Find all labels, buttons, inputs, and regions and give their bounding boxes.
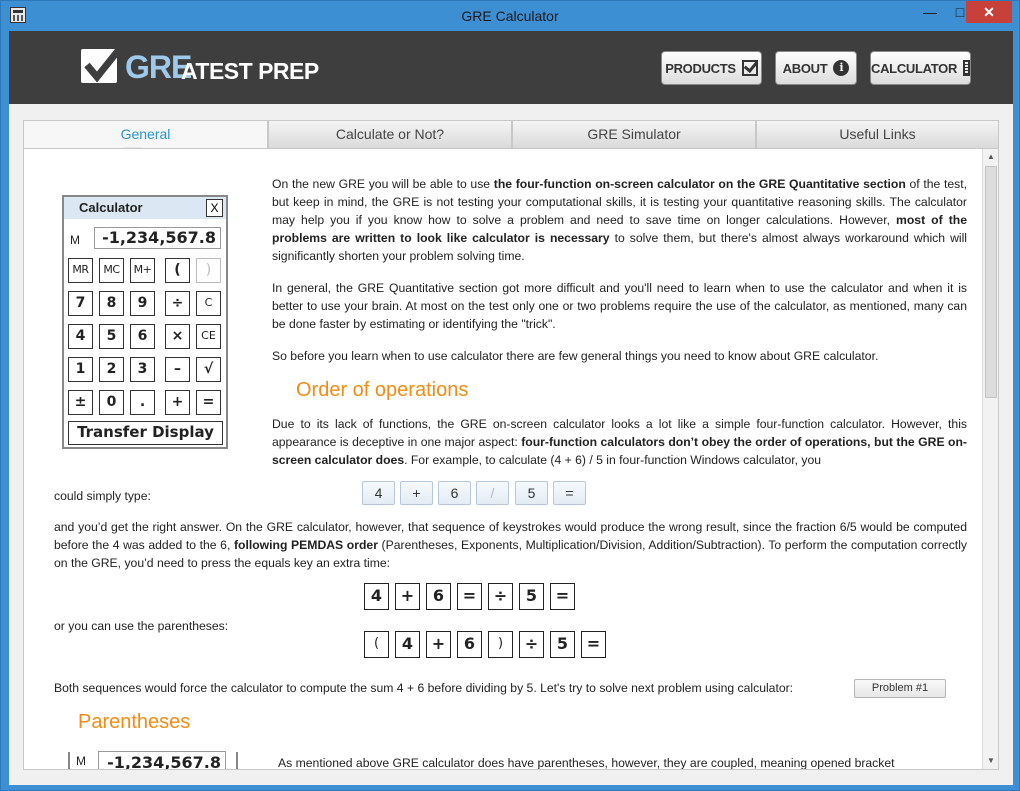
- order-text-bold: four-function calculators don’t obey the order of operations, but the GRE on-screen calculator does: [272, 435, 967, 467]
- order-text-a: Due to its lack of functions, the GRE on-screen calculator looks a lot like a simple four-function calculator. However, this appearance is deceptive in one major aspect:: [272, 417, 967, 449]
- key-plus[interactable]: +: [165, 390, 190, 415]
- info-icon: i: [833, 60, 849, 76]
- seq3-key-plus: +: [426, 631, 451, 658]
- seq3-key-divide: ÷: [519, 631, 544, 658]
- scroll-thumb[interactable]: [985, 166, 997, 398]
- seq1-key-equals: =: [553, 481, 586, 505]
- about-button[interactable]: [775, 51, 857, 85]
- pemdas-text-c: (Parentheses, Exponents, Multiplication/Division, Addition/Subtraction). To perform the computation correctly on the GRE, you’d need to press the equals key an extra time:: [54, 538, 967, 570]
- general-paragraph: In general, the GRE Quantitative section got more difficult and you'll need to learn when to use the calculator and when it is better to use your brain. At most on the test only one or two problems require the use of the calculator, as mentioned, many can be done faster by estimating or identifying the "trick".: [272, 281, 967, 331]
- scroll-down-arrow-icon[interactable]: ▼: [987, 756, 995, 765]
- calculator-close-button[interactable]: X: [206, 199, 223, 217]
- scroll-up-arrow-icon[interactable]: ▲: [987, 152, 995, 161]
- seq3-key-5: 5: [550, 631, 575, 658]
- before-you-learn-paragraph: So before you learn when to use calculator there are few general things you need to know about GRE calculator.: [272, 349, 879, 363]
- intro-text-e: to solve them, but there's almost always workaround which will significantly shorten your problem solving time.: [272, 231, 967, 263]
- key-0[interactable]: 0: [99, 390, 124, 415]
- seq3-key-6: 6: [457, 631, 482, 658]
- mini-calculator-preview: [68, 752, 238, 770]
- key-decimal[interactable]: .: [130, 390, 155, 415]
- pemdas-text-a: and you’d get the right answer. On the GRE calculator, however, that sequence of keystrokes would produce the wrong result, since the fraction 6/5 would be computed before the 4 was added to the 6,: [54, 520, 967, 552]
- intro-text-bold-a: the four-function on-screen calculator on the GRE Quantitative section: [493, 177, 906, 191]
- intro-paragraph: [272, 175, 967, 265]
- key-plus-minus[interactable]: ±: [68, 390, 93, 415]
- transfer-display-button[interactable]: Transfer Display: [68, 421, 223, 445]
- site-header: [9, 31, 1013, 104]
- seq2-key-4: 4: [364, 583, 389, 610]
- key-clear-entry[interactable]: CE: [196, 324, 221, 349]
- parentheses-heading: Parentheses: [78, 711, 191, 733]
- key-divide[interactable]: ÷: [165, 291, 190, 316]
- order-paragraph: [272, 415, 967, 469]
- key-6[interactable]: 6: [130, 324, 155, 349]
- minimize-button[interactable]: —: [923, 4, 937, 20]
- tab-gre-simulator[interactable]: GRE Simulator: [512, 120, 756, 148]
- could-type-label: could simply type:: [54, 489, 151, 503]
- maximize-button[interactable]: □: [955, 4, 965, 20]
- key-mr[interactable]: MR: [68, 258, 93, 283]
- seq1-key-5: 5: [515, 481, 548, 505]
- key-8[interactable]: 8: [99, 291, 124, 316]
- tab-bar: [23, 120, 999, 148]
- seq2-key-6: 6: [426, 583, 451, 610]
- calculator-widget[interactable]: [62, 195, 228, 449]
- close-button[interactable]: ✕: [966, 1, 1012, 23]
- key-close-paren[interactable]: ): [196, 258, 221, 283]
- seq1-key-slash: /: [476, 481, 509, 505]
- content-pane[interactable]: [23, 148, 999, 770]
- intro-text-c: of the test, but keep in mind, the GRE is not testing your computational skills, it is testing your quantitative reasoning skills. The calculator may help you if you know how to solve a problem and need to save time on longer calculations. However,: [272, 177, 967, 227]
- tab-useful-links[interactable]: Useful Links: [756, 120, 999, 148]
- client-area: [9, 31, 1013, 785]
- calculator-icon: [963, 60, 970, 76]
- seq1-key-plus: +: [400, 481, 433, 505]
- window-title: GRE Calculator: [461, 8, 559, 24]
- calculator-display: -1,234,567.8: [94, 227, 221, 249]
- key-equals[interactable]: =: [196, 390, 221, 415]
- intro-text-a: On the new GRE you will be able to use: [272, 177, 494, 191]
- logo-rest-text: ATEST PREP: [181, 58, 319, 84]
- seq2-key-plus: +: [395, 583, 420, 610]
- seq2-key-divide: ÷: [488, 583, 513, 610]
- key-4[interactable]: 4: [68, 324, 93, 349]
- calculator-title: Calculator: [64, 197, 226, 219]
- seq3-key-4: 4: [395, 631, 420, 658]
- key-multiply[interactable]: ×: [165, 324, 190, 349]
- seq3-key-close-paren: ): [488, 631, 513, 658]
- pemdas-paragraph: [54, 518, 967, 572]
- seq1-key-6: 6: [438, 481, 471, 505]
- mini-memory-indicator: M: [76, 754, 86, 768]
- title-bar[interactable]: [1, 1, 1019, 31]
- article: [24, 149, 982, 769]
- about-label: ABOUT: [782, 60, 828, 76]
- pemdas-text-bold: following PEMDAS order: [233, 538, 378, 552]
- key-mplus[interactable]: M+: [130, 258, 155, 283]
- parentheses-label: or you can use the parentheses:: [54, 619, 229, 633]
- seq2-key-5: 5: [519, 583, 544, 610]
- key-9[interactable]: 9: [130, 291, 155, 316]
- calculator-label: CALCULATOR: [871, 60, 958, 76]
- problem-1-button[interactable]: Problem #1: [854, 679, 946, 698]
- key-2[interactable]: 2: [99, 357, 124, 382]
- key-mc[interactable]: MC: [99, 258, 124, 283]
- key-minus[interactable]: –: [165, 357, 190, 382]
- calculator-button[interactable]: [870, 51, 971, 85]
- vertical-scrollbar[interactable]: [982, 149, 998, 769]
- key-5[interactable]: 5: [99, 324, 124, 349]
- parentheses-paragraph: As mentioned above GRE calculator does have parentheses, however, they are coupled, meaning opened bracket: [278, 756, 895, 770]
- key-3[interactable]: 3: [130, 357, 155, 382]
- checkmark-logo-icon: [81, 49, 117, 83]
- seq3-key-open-paren: (: [364, 631, 389, 658]
- memory-indicator: M: [70, 233, 80, 247]
- seq1-key-4: 4: [362, 481, 395, 505]
- seq2-key-equals: =: [457, 583, 482, 610]
- logo-gre-text: GRE: [125, 49, 192, 85]
- key-sqrt[interactable]: √: [196, 357, 221, 382]
- products-button[interactable]: [661, 51, 762, 85]
- key-1[interactable]: 1: [68, 357, 93, 382]
- tab-calculate-or-not[interactable]: Calculate or Not?: [268, 120, 512, 148]
- order-text-c: . For example, to calculate (4 + 6) / 5 in four-function Windows calculator, you: [404, 453, 822, 467]
- tab-general[interactable]: General: [23, 120, 268, 148]
- intro-text-bold-d: most of the problems are written to look like calculator is necessary: [272, 213, 967, 245]
- mini-calculator-display: -1,234,567.8: [98, 751, 226, 770]
- key-clear[interactable]: C: [196, 291, 221, 316]
- checkbox-icon: [742, 60, 758, 76]
- products-label: PRODUCTS: [665, 60, 736, 76]
- key-open-paren[interactable]: (: [165, 258, 190, 283]
- order-of-operations-heading: Order of operations: [296, 379, 469, 401]
- both-sequences-paragraph: Both sequences would force the calculator to compute the sum 4 + 6 before dividing by 5. Let's try to solve next problem using calculator:: [54, 681, 794, 695]
- seq2-key-equals-2: =: [550, 583, 575, 610]
- key-7[interactable]: 7: [68, 291, 93, 316]
- seq3-key-equals: =: [581, 631, 606, 658]
